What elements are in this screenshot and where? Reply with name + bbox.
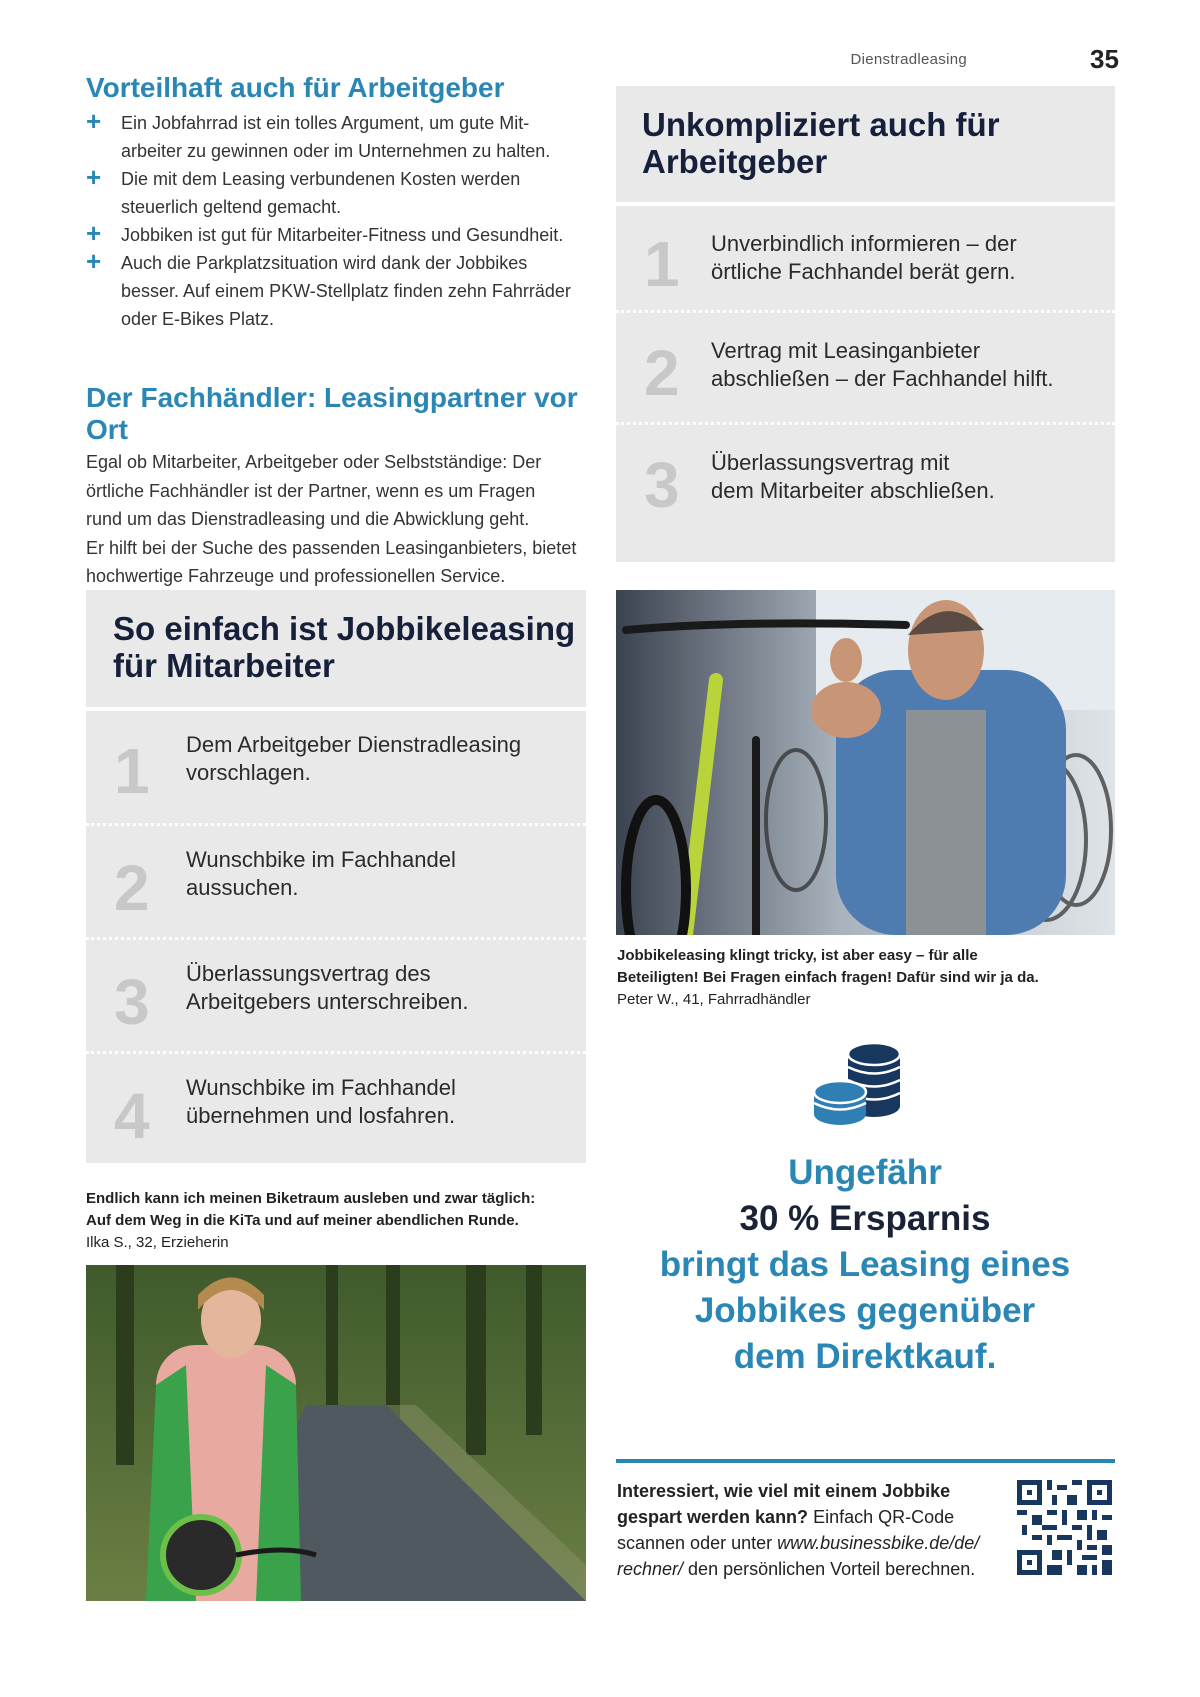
employer-benefits-title: Vorteilhaft auch für Arbeitgeber [86, 72, 505, 103]
step-number: 4 [114, 1080, 150, 1152]
step-text: Überlassungsvertrag des Arbeitgebers unterschreiben. [186, 961, 469, 1014]
savings-line: Jobbikes gegenüber [694, 1291, 1036, 1330]
qr-code-icon[interactable] [1017, 1480, 1112, 1575]
list-item: + Jobbiken ist gut für Mitarbeiter-Fitness und Gesundheit. [86, 218, 564, 248]
employee-steps-box [86, 590, 586, 1163]
dealer-text: Egal ob Mitarbeiter, Arbeitgeber oder Selbstständige: Der örtliche Fachhändler ist der Partner, wenn es um Fragen rund um das Dienstradleasing und die Abwicklung geht. Er hilft bei der Suche des passenden Leasinganbieters, bietet hochwertige Fahrzeuge und professionellen Service. [86, 452, 577, 586]
step-text: Überlassungsvertrag mit dem Mitarbeiter abschließen. [711, 450, 995, 503]
page-number: 35 [1090, 44, 1119, 74]
employer-steps-title: Unkompliziert auch für Arbeitgeber [642, 106, 1000, 180]
savings-figure: 30 % Ersparnis [739, 1199, 991, 1238]
step-number: 2 [114, 852, 150, 924]
step-item [616, 422, 1115, 565]
step-number: 1 [114, 735, 150, 807]
step-item [86, 1051, 586, 1166]
quote-author: Ilka S., 32, Erzieherin [86, 1234, 229, 1251]
employer-benefits [86, 72, 586, 333]
employee-quote: Endlich kann ich meinen Biketraum ausleben und zwar täglich: Auf dem Weg in die KiTa und auf meiner abendlichen Runde. Ilka S., 32, Erzieherin [86, 1190, 536, 1251]
step-number: 3 [644, 449, 680, 521]
step-text: Wunschbike im Fachhandel übernehmen und losfahren. [186, 1075, 456, 1128]
step-text: Dem Arbeitgeber Dienstradleasing vorschlagen. [186, 732, 522, 785]
step-item [86, 823, 586, 936]
step-number: 2 [644, 337, 680, 409]
step-text: Wunschbike im Fachhandel aussuchen. [186, 847, 456, 900]
list-item: + Auch die Parkplatzsituation wird dank der Jobbikes besser. Auf einem PKW-Stellplatz finden zehn Fahrräder oder E-Bikes Platz. [86, 246, 571, 329]
savings-line: bringt das Leasing eines [659, 1245, 1071, 1284]
savings-statement [615, 1150, 1115, 1380]
step-item [86, 937, 586, 1050]
step-item [616, 202, 1115, 310]
dealer-section [86, 382, 586, 591]
cyclist-photo [86, 1265, 586, 1601]
divider [616, 1459, 1115, 1463]
plus-icon: + [86, 106, 102, 136]
savings-line: dem Direktkauf. [733, 1337, 997, 1376]
employee-steps-title: So einfach ist Jobbikeleasing für Mitarbeiter [113, 610, 576, 684]
dealer-photo [616, 590, 1115, 935]
list-item: + Ein Jobfahrrad ist ein tolles Argument, um gute Mit- arbeiter zu gewinnen oder im Unternehmen zu halten. [86, 106, 551, 161]
qr-info-text: Interessiert, wie viel mit einem Jobbike gespart werden kann? Einfach QR-Code scannen oder unter www.businessbike.de/de/ rechner/ den persönlichen Vorteil berechnen. [617, 1481, 980, 1579]
section-title: Dienstradleasing [850, 51, 967, 68]
list-item: + Die mit dem Leasing verbundenen Kosten werden steuerlich geltend gemacht. [86, 162, 521, 217]
step-item [616, 310, 1115, 421]
step-item [86, 707, 586, 823]
step-number: 3 [114, 966, 150, 1038]
calculator-link[interactable]: www.businessbike.de/de/ [777, 1533, 980, 1553]
benefits-list [86, 106, 586, 333]
plus-icon: + [86, 218, 102, 248]
quote-author: Peter W., 41, Fahrradhändler [617, 991, 811, 1008]
plus-icon: + [86, 246, 102, 276]
step-text: Vertrag mit Leasinganbieter abschließen – der Fachhandel hilft. [711, 338, 1054, 391]
dealer-quote: Jobbikeleasing klingt tricky, ist aber easy – für alle Beteiligten! Bei Fragen einfach fragen! Dafür sind wir ja da. Peter W., 41, Fahrradhändler [617, 947, 1039, 1008]
coins-icon [812, 1040, 907, 1128]
employer-steps-box [616, 86, 1115, 562]
dealer-title: Der Fachhändler: Leasingpartner vor Ort [86, 382, 578, 445]
step-number: 1 [644, 228, 680, 300]
plus-icon: + [86, 162, 102, 192]
calculator-link[interactable]: rechner/ [617, 1559, 684, 1579]
savings-line: Ungefähr [788, 1153, 942, 1192]
step-text: Unverbindlich informieren – der örtliche Fachhandel berät gern. [711, 231, 1017, 284]
